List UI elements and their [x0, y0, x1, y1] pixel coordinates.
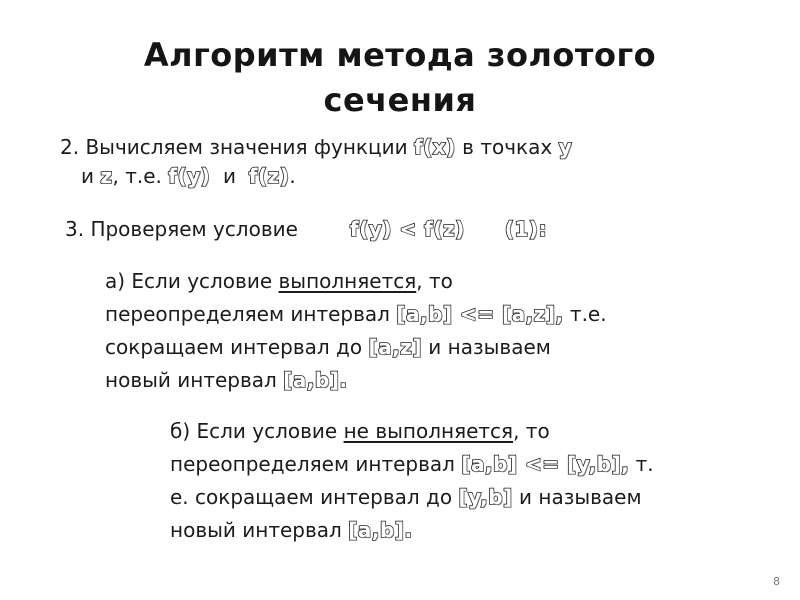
step-2-and-2: и: [210, 164, 249, 188]
step-3-paragraph: [65, 215, 765, 244]
case-b-line-3: [170, 481, 790, 514]
step-2-and: и: [81, 164, 101, 188]
slide-title: [0, 33, 800, 123]
condition-number: (1):: [504, 217, 547, 241]
case-b-line-4: [170, 514, 790, 547]
condition-formula: f(y) < f(z): [349, 217, 465, 241]
formula-fx: f(x): [413, 135, 456, 159]
step-3-label: 3. Проверяем условие: [65, 217, 298, 241]
formula-fz: f(z): [248, 164, 290, 188]
formula-fy: f(y): [168, 164, 211, 188]
case-a-l2-prefix: переопределяем интервал: [105, 302, 397, 326]
case-a-line-1: [105, 265, 745, 298]
step-2-mid: в точках: [455, 135, 559, 159]
case-b-l1-prefix: б) Если условие: [170, 419, 344, 443]
slide-title-line-1: Алгоритм метода золотого: [143, 36, 657, 74]
case-a-underlined: выполняется: [278, 269, 417, 293]
case-a-line-3: [105, 331, 745, 364]
step-2-line-2: [60, 162, 780, 191]
step-2-end: .: [289, 164, 296, 188]
page-number: 8: [773, 575, 780, 588]
case-a-l4-prefix: новый интервал: [105, 368, 284, 392]
case-a-l1-prefix: а) Если условие: [105, 269, 279, 293]
case-a-line-4: [105, 364, 745, 397]
case-b-l1-suffix: , то: [513, 419, 550, 443]
case-b-l2-expr: [a,b] <= [y,b],: [461, 452, 630, 476]
variable-z: z: [100, 164, 113, 188]
case-b-l3-prefix: е. сокращаем интервал до: [170, 485, 459, 509]
case-a-l1-suffix: , то: [416, 269, 453, 293]
case-a-l3-expr: [a,z]: [368, 335, 422, 359]
case-a-l2-suffix: т.е.: [563, 302, 607, 326]
case-b-l4-expr: [a,b].: [348, 518, 413, 542]
case-b-underlined: не выполняется: [343, 419, 514, 443]
case-a-l2-expr: [a,b] <= [a,z],: [396, 302, 564, 326]
step-2-te: , т.е.: [112, 164, 169, 188]
case-a-line-2: [105, 298, 745, 331]
case-b-l2-prefix: переопределяем интервал: [170, 452, 462, 476]
case-b-l3-expr: [y,b]: [458, 485, 513, 509]
case-a-l3-suffix: и называем: [421, 335, 551, 359]
variable-y: y: [558, 135, 573, 159]
case-b-l3-suffix: и называем: [512, 485, 642, 509]
case-b-line-2: [170, 448, 790, 481]
case-b-l4-prefix: новый интервал: [170, 518, 349, 542]
step-2-line-1: [60, 133, 780, 162]
step-2-paragraph: [60, 133, 780, 191]
case-b-paragraph: [170, 415, 790, 547]
case-b-l2-suffix: т.: [629, 452, 654, 476]
step-2-prefix: 2. Вычисляем значения функции: [60, 135, 414, 159]
slide-title-line-2: сечения: [323, 81, 477, 119]
case-b-line-1: [170, 415, 790, 448]
case-a-paragraph: [105, 265, 745, 397]
case-a-l3-prefix: сокращаем интервал до: [105, 335, 369, 359]
case-a-l4-expr: [a,b].: [283, 368, 348, 392]
